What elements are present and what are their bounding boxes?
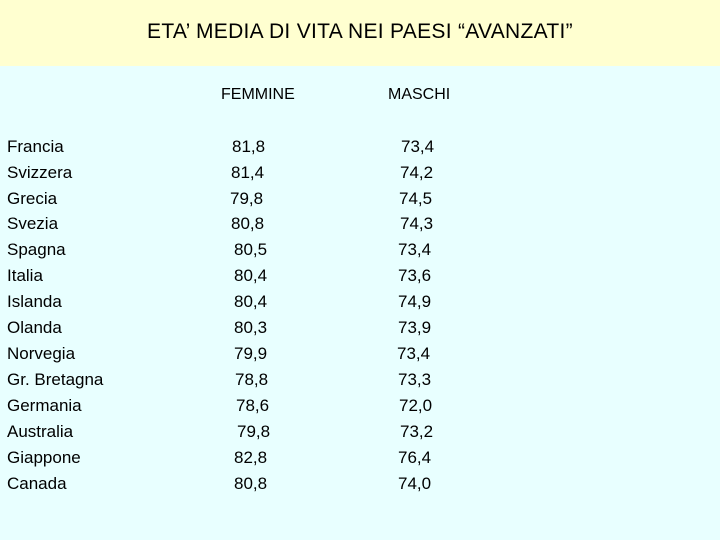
country-name: Germania [7, 396, 82, 415]
country-name: Grecia [7, 189, 58, 208]
male-value: 74,0 [398, 474, 432, 493]
table-row [0, 214, 720, 240]
column-header-female: FEMMINE [221, 86, 295, 103]
male-value: 73,4 [401, 137, 435, 156]
country-name: Canada [7, 474, 67, 493]
female-value: 79,9 [234, 344, 268, 363]
female-value: 80,8 [231, 214, 265, 233]
male-value: 73,4 [398, 240, 432, 259]
table-row [0, 240, 720, 266]
table-row [0, 163, 720, 189]
female-value: 79,8 [230, 189, 264, 208]
table-row [0, 266, 720, 292]
table-row [0, 292, 720, 318]
table-row [0, 396, 720, 422]
country-name: Francia [7, 137, 64, 156]
country-name: Svizzera [7, 163, 73, 182]
table-row [0, 422, 720, 448]
column-header-male: MASCHI [388, 86, 451, 103]
country-name: Norvegia [7, 344, 76, 363]
male-value: 73,4 [397, 344, 431, 363]
country-name: Gr. Bretagna [7, 370, 104, 389]
country-name: Italia [7, 266, 43, 285]
female-value: 78,8 [235, 370, 269, 389]
male-value: 73,6 [398, 266, 432, 285]
female-value: 80,8 [234, 474, 268, 493]
male-value: 73,2 [400, 422, 434, 441]
country-name: Olanda [7, 318, 62, 337]
table-row [0, 344, 720, 370]
table-row [0, 474, 720, 500]
female-value: 80,3 [234, 318, 268, 337]
country-name: Spagna [7, 240, 66, 259]
page-title: ETA’ MEDIA DI VITA NEI PAESI “AVANZATI” [147, 20, 573, 43]
title-band [0, 0, 720, 66]
female-value: 80,4 [234, 292, 268, 311]
male-value: 73,9 [398, 318, 432, 337]
country-name: Australia [7, 422, 74, 441]
female-value: 78,6 [236, 396, 270, 415]
male-value: 74,3 [400, 214, 434, 233]
male-value: 72,0 [399, 396, 433, 415]
female-value: 81,4 [231, 163, 265, 182]
male-value: 74,9 [398, 292, 432, 311]
country-name: Giappone [7, 448, 81, 467]
male-value: 73,3 [398, 370, 432, 389]
female-value: 81,8 [232, 137, 266, 156]
table-row [0, 370, 720, 396]
female-value: 79,8 [237, 422, 271, 441]
table-row [0, 318, 720, 344]
country-name: Svezia [7, 214, 59, 233]
table-row [0, 448, 720, 474]
table-row [0, 189, 720, 215]
female-value: 80,4 [234, 266, 268, 285]
male-value: 76,4 [398, 448, 432, 467]
table-row [0, 137, 720, 163]
female-value: 82,8 [234, 448, 268, 467]
country-name: Islanda [7, 292, 62, 311]
female-value: 80,5 [234, 240, 268, 259]
male-value: 74,5 [399, 189, 433, 208]
male-value: 74,2 [400, 163, 434, 182]
